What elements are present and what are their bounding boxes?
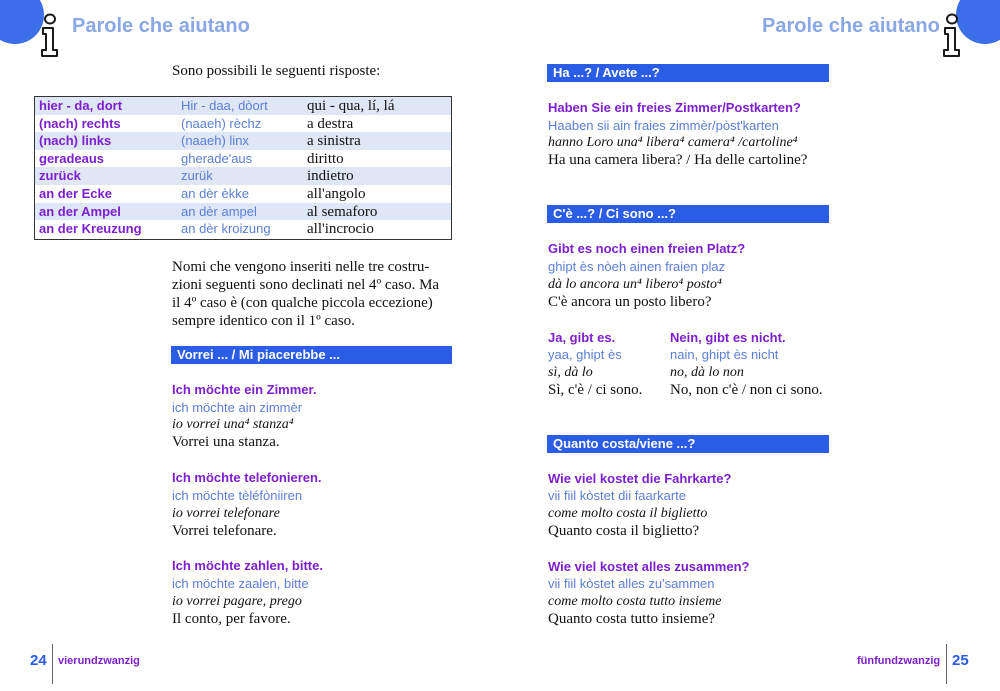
intro-text: Sono possibili le seguenti risposte: [172,63,381,79]
pronunciation: ich möchte tèléfòniiren [172,488,303,503]
table-row: geradeaus gherade'aus diritto [39,150,344,167]
literal-translation: sì, dà lo [548,365,593,380]
literal-translation: come molto costa tutto insieme [548,594,722,609]
italian-translation: Quanto costa tutto insieme? [548,611,716,627]
german-phrase: Ich möchte zahlen, bitte. [172,558,323,573]
table-row: hier - da, dort Hir - daa, dòort qui - qua, lí, lá [35,97,451,115]
section-bar-ce: C'è ...? / Ci sono ...? [547,205,829,223]
pronunciation: nain, ghipt ès nicht [670,347,779,362]
german-phrase: Gibt es noch einen freien Platz? [548,241,746,256]
pronunciation: vii fiil kòstet dii faarkarte [548,488,686,503]
table-row: (nach) links (naaeh) linx a sinistra [35,132,451,150]
german-phrase: Wie viel kostet die Fahrkarte? [548,471,732,486]
paragraph-line: il 4º caso è (con qualche piccola eccezione) [172,295,433,311]
italian-translation: Sì, c'è / ci sono. [548,382,643,398]
italian-translation: Vorrei telefonare. [172,523,277,539]
pronunciation: ich möchte ain zimmèr [172,400,303,415]
german-phrase: Haben Sie ein freies Zimmer/Postkarten? [548,100,801,115]
italian-translation: Il conto, per favore. [172,611,291,627]
german-phrase: Ich möchte ein Zimmer. [172,382,317,397]
literal-translation: io vorrei pagare, prego [172,594,302,609]
table-row: (nach) rechts (naaeh) rèchz a destra [39,115,354,132]
pronunciation: yaa, ghipt ès [548,347,622,362]
literal-translation: io vorrei telefonare [172,506,280,521]
table-row: zurück zurük indietro [35,167,451,185]
german-phrase: Ich möchte telefonieren. [172,470,322,485]
table-row: an der Ecke an dèr èkke all'angolo [39,186,366,202]
page-number-right: 25 [952,652,969,669]
italian-translation: No, non c'è / non ci sono. [670,382,823,398]
italian-translation: Quanto costa il biglietto? [548,523,700,539]
table-row: an der Kreuzung an dèr kroizung all'incrocio [39,221,374,238]
literal-translation: no, dà lo non [670,365,744,380]
paragraph-line: Nomi che vengono inseriti nelle tre costru- [172,259,430,275]
german-phrase: Ja, gibt es. [548,330,616,345]
literal-translation: dà lo ancora un⁴ libero⁴ posto⁴ [548,277,722,292]
german-phrase: Wie viel kostet alles zusammen? [548,559,750,574]
literal-translation: io vorrei una⁴ stanza⁴ [172,417,294,432]
paragraph-line: sempre identico con il 1º caso. [172,313,355,329]
pronunciation: vii fiil kòstet alles zu'sammen [548,576,715,591]
section-bar-quanto: Quanto costa/viene ...? [547,435,829,453]
italian-translation: C'è ancora un posto libero? [548,294,712,310]
page-header-left: Parole che aiutano [72,15,250,37]
page-word-left: vierundzwanzig [58,655,140,667]
italian-translation: Vorrei una stanza. [172,434,280,450]
table-row: an der Ampel an dèr ampel al semaforo [35,203,451,221]
page-word-right: fünfundzwanzig [857,655,941,667]
section-bar-vorrei: Vorrei ... / Mi piacerebbe ... [171,346,452,364]
page-header-right: Parole che aiutano [762,15,940,37]
pronunciation: ich möchte zaalen, bitte [172,576,309,591]
info-i-icon [940,12,964,58]
vocabulary-table [34,96,452,240]
footer-divider-right [946,644,947,684]
section-bar-ha: Ha ...? / Avete ...? [547,64,829,82]
paragraph-line: zioni seguenti sono declinati nel 4º caso. Ma [172,277,440,293]
german-phrase: Nein, gibt es nicht. [670,330,786,345]
info-i-icon [38,12,62,58]
footer-divider-left [52,644,53,684]
italian-translation: Ha una camera libera? / Ha delle cartoline? [548,152,808,168]
literal-translation: hanno Loro una⁴ libera⁴ camera⁴ /cartoline⁴ [548,135,798,150]
pronunciation: Haaben sii ain fraies zimmèr/pòst'karten [548,118,779,133]
page-number-left: 24 [30,652,47,669]
pronunciation: ghipt ès nòeh ainen fraien plaz [548,259,726,274]
literal-translation: come molto costa il biglietto [548,506,708,521]
